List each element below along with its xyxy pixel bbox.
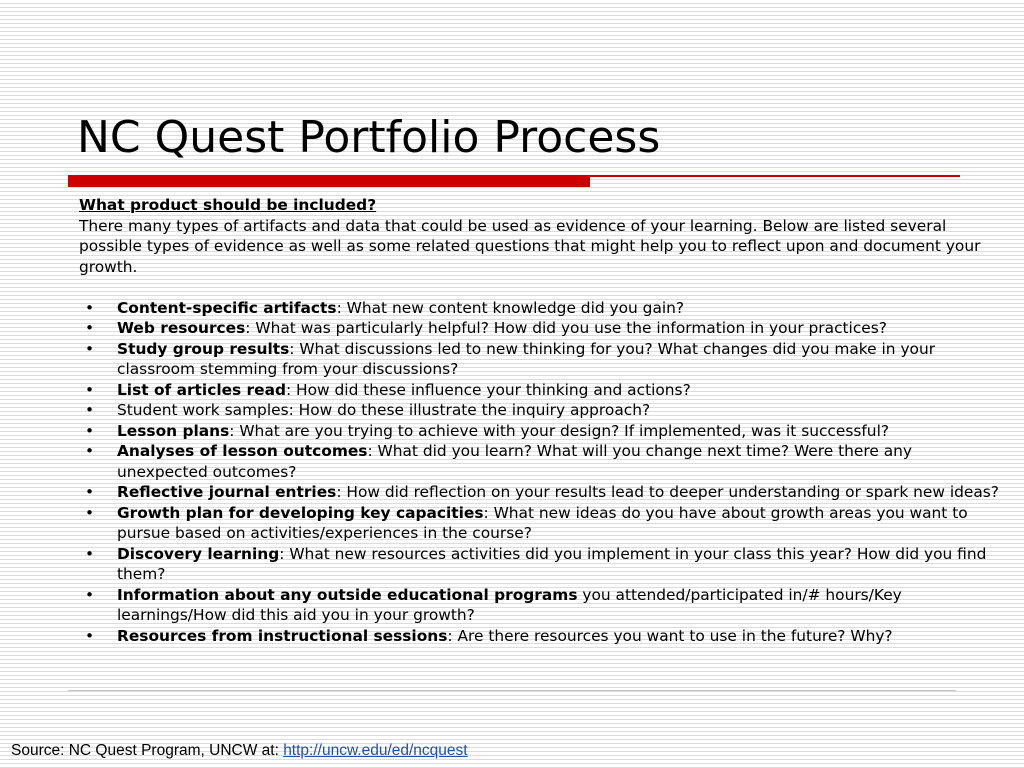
- bullet-icon: •: [85, 319, 95, 337]
- item-label: Content-specific artifacts: [117, 298, 337, 317]
- item-text: : Are there resources you want to use in the future? Why?: [447, 626, 893, 645]
- list-item: [79, 400, 999, 421]
- item-label: Reflective journal entries: [117, 483, 337, 501]
- bullet-icon: •: [85, 544, 95, 563]
- item-text: : What did you learn? What will you change next time? Were there any unexpected outcomes?: [117, 442, 912, 481]
- bullet-icon: •: [85, 585, 95, 604]
- list-item: [79, 318, 999, 339]
- item-text: : What are you trying to achieve with your design? If implemented, was it successful?: [229, 421, 890, 440]
- list-item: [79, 585, 999, 626]
- bullet-icon: •: [85, 401, 95, 419]
- item-label: Lesson plans: [117, 421, 230, 440]
- bullet-icon: •: [85, 421, 95, 440]
- section-heading: What product should be included?: [79, 196, 377, 214]
- item-label: List of articles read: [117, 380, 286, 399]
- item-label: Discovery learning: [117, 544, 280, 563]
- item-label: Web resources: [117, 319, 246, 337]
- item-label: Information about any outside educational programs: [117, 585, 578, 604]
- slide-title: NC Quest Portfolio Process: [77, 112, 661, 163]
- list-item: [79, 626, 999, 647]
- item-text: : How did reflection on your results lead to deeper understanding or spark new ideas?: [336, 483, 999, 501]
- intro-paragraph: There many types of artifacts and data that could be used as evidence of your learning. Below are listed several possible types of evidence as well as some related questions that might help you to reflect upon and document your growth.: [79, 216, 981, 276]
- item-text: : What discussions led to new thinking for you? What changes did you make in your classroom stemming from your discussions?: [117, 339, 936, 378]
- bullet-icon: •: [85, 380, 95, 399]
- list-item: [79, 544, 999, 585]
- item-text: : How did these influence your thinking and actions?: [285, 380, 691, 399]
- bullet-icon: •: [85, 298, 95, 317]
- list-item: [79, 421, 999, 442]
- list-item: [79, 503, 999, 544]
- item-label: Growth plan for developing key capacities: [117, 503, 484, 522]
- paragraph-spacer: [79, 277, 999, 298]
- bullet-icon: •: [85, 503, 95, 522]
- list-item: [79, 482, 999, 503]
- list-item: [79, 380, 999, 401]
- item-text: : What was particularly helpful? How did you use the information in your practices?: [245, 319, 887, 337]
- list-item: [79, 298, 999, 319]
- item-text: Student work samples: How do these illustrate the inquiry approach?: [117, 401, 651, 419]
- footer-divider: [68, 690, 956, 691]
- bullet-icon: •: [85, 442, 95, 460]
- bullet-icon: •: [85, 626, 95, 645]
- item-label: Analyses of lesson outcomes: [117, 442, 368, 460]
- source-label: Source: NC Quest Program, UNCW at:: [11, 742, 284, 759]
- title-underline-rule: [590, 175, 960, 177]
- title-underline-bar: [68, 175, 590, 187]
- evidence-list: [79, 298, 999, 647]
- item-text: you attended/participated in/# hours/Key learnings/How did this aid you in your growth?: [117, 585, 902, 624]
- bullet-icon: •: [85, 483, 95, 501]
- list-item: [79, 339, 999, 380]
- item-label: Study group results: [117, 339, 290, 358]
- source-link[interactable]: http://uncw.edu/ed/ncquest: [283, 742, 468, 759]
- list-item: [79, 441, 999, 482]
- bullet-icon: •: [85, 339, 95, 358]
- item-text: : What new content knowledge did you gain?: [336, 298, 685, 317]
- item-label: Resources from instructional sessions: [117, 626, 448, 645]
- source-citation: [11, 741, 468, 761]
- item-text: : What new resources activities did you implement in your class this year? How did you find them?: [117, 544, 987, 583]
- slide-body: [79, 195, 999, 646]
- item-text: : What new ideas do you have about growth areas you want to pursue based on activities/experiences in the course?: [117, 503, 968, 542]
